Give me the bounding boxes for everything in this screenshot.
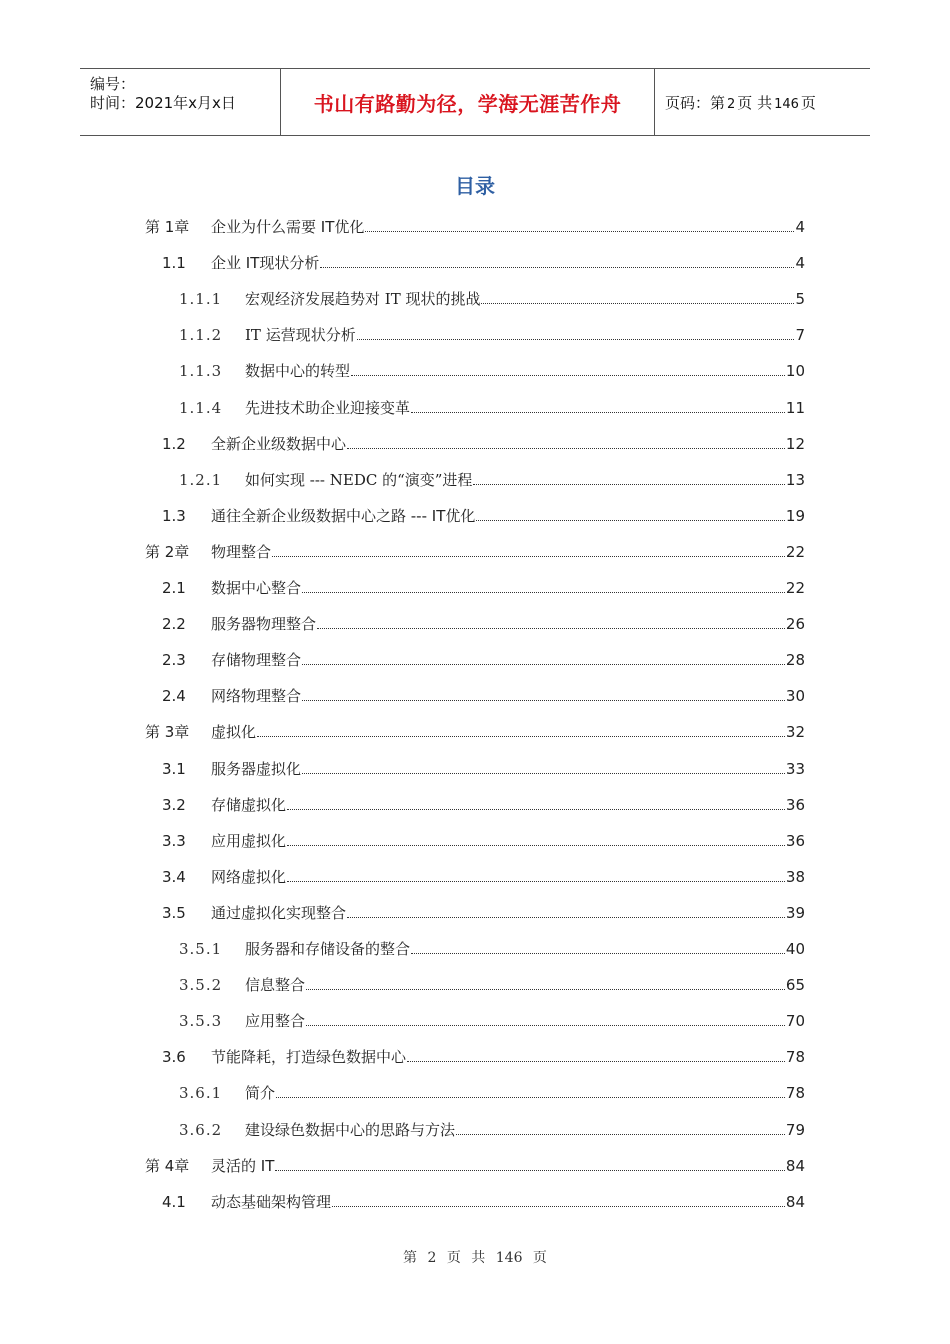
toc-entry-page: 30 xyxy=(785,687,805,706)
toc-entry-number: 2.1 xyxy=(162,579,186,597)
toc-entry-title: 简介 xyxy=(245,1084,276,1103)
toc-entry-page: 39 xyxy=(785,903,805,922)
toc-entry[interactable] xyxy=(162,613,805,637)
toc-entry-number: 2.2 xyxy=(162,615,186,634)
header-page-cell xyxy=(655,69,870,135)
toc-entry[interactable] xyxy=(162,902,805,926)
toc-entry-page: 32 xyxy=(785,723,805,742)
toc-entry[interactable] xyxy=(162,794,805,818)
toc-entry-number: 3.3 xyxy=(162,831,186,850)
toc-entry-title: 节能降耗，打造绿色数据中心 xyxy=(211,1048,407,1067)
toc-entry-number: 1.1.3 xyxy=(179,362,223,381)
toc-leader-dots xyxy=(306,1024,785,1026)
toc-entry-title: 通往全新企业级数据中心之路 --- IT优化 xyxy=(211,506,476,525)
toc-entry-title: 应用虚拟化 xyxy=(211,831,287,850)
toc-entry-number: 3.5.2 xyxy=(179,976,223,995)
toc-leader-dots xyxy=(287,844,785,846)
toc-title: 目录 xyxy=(455,174,495,198)
toc-entry-page: 11 xyxy=(785,398,805,417)
toc-entry-title: 网络虚拟化 xyxy=(211,867,287,886)
toc-entry-page: 40 xyxy=(785,940,805,958)
toc-leader-dots xyxy=(272,555,785,557)
toc-leader-dots xyxy=(320,266,794,268)
toc-entry-title: 服务器虚拟化 xyxy=(211,759,302,778)
toc-entry-number: 3.5 xyxy=(162,903,186,922)
toc-leader-dots xyxy=(317,627,785,629)
toc-entry[interactable] xyxy=(179,397,805,421)
toc-entry-page: 7 xyxy=(795,326,805,345)
toc-entry-page: 84 xyxy=(785,1156,805,1175)
toc-entry-title: 通过虚拟化实现整合 xyxy=(211,903,347,922)
toc-entry[interactable] xyxy=(162,433,805,457)
toc-leader-dots xyxy=(302,772,785,774)
toc-entry-page: 78 xyxy=(785,1048,805,1067)
page-prefix: 页码：第 xyxy=(665,93,726,112)
toc-leader-dots xyxy=(476,519,785,521)
toc-entry-title: IT 运营现状分析 xyxy=(245,326,356,345)
toc-entry-title: 虚拟化 xyxy=(211,723,257,742)
toc-entry[interactable] xyxy=(145,1155,805,1179)
page-suffix: 页 xyxy=(800,93,816,112)
toc-entry-title: 企业 IT现状分析 xyxy=(211,254,320,273)
toc-entry[interactable] xyxy=(162,685,805,709)
toc-entry-title: 网络物理整合 xyxy=(211,687,302,706)
toc-entry[interactable] xyxy=(162,577,805,601)
toc-entry-number: 3.6 xyxy=(162,1048,186,1067)
page-header xyxy=(80,68,870,136)
toc-entry-number: 3.2 xyxy=(162,795,186,814)
toc-leader-dots xyxy=(365,230,794,232)
toc-leader-dots xyxy=(302,699,785,701)
toc-leader-dots xyxy=(407,1060,785,1062)
toc-entry[interactable] xyxy=(162,649,805,673)
toc-entry-page: 79 xyxy=(785,1120,805,1139)
toc-leader-dots xyxy=(481,302,794,304)
toc-entry[interactable] xyxy=(145,721,805,745)
toc-entry-page: 19 xyxy=(785,506,805,525)
toc-entry-number: 1.1 xyxy=(162,254,186,273)
toc-leader-dots xyxy=(257,735,785,737)
toc-entry-number: 1.1.1 xyxy=(179,290,223,309)
toc-entry-number: 4.1 xyxy=(162,1192,186,1211)
toc-entry-page: 70 xyxy=(785,1012,805,1031)
toc-entry-number: 第 2章 xyxy=(145,542,190,561)
toc-leader-dots xyxy=(411,411,785,413)
toc-entry[interactable] xyxy=(179,288,805,312)
toc-entry-page: 36 xyxy=(785,831,805,850)
header-page-info xyxy=(665,92,816,113)
toc-entry-title: 建设绿色数据中心的思路与方法 xyxy=(245,1120,456,1139)
toc-leader-dots xyxy=(276,1096,785,1098)
toc-leader-dots xyxy=(357,338,795,340)
toc-entry-page: 12 xyxy=(785,434,805,453)
toc-entry[interactable] xyxy=(179,324,805,348)
toc-entry-title: 数据中心的转型 xyxy=(245,362,351,381)
toc-entry-number: 3.6.2 xyxy=(179,1120,223,1139)
document-time-label: 时间：2021年x月x日 xyxy=(90,94,236,112)
toc-entry-page: 10 xyxy=(785,362,805,381)
toc-entry-page: 33 xyxy=(785,759,805,778)
toc-entry-number: 1.3 xyxy=(162,506,186,525)
toc-leader-dots xyxy=(347,916,785,918)
toc-entry-page: 4 xyxy=(795,218,805,236)
toc-entry[interactable] xyxy=(179,938,805,962)
toc-leader-dots xyxy=(302,591,785,593)
toc-entry[interactable] xyxy=(145,216,805,240)
toc-entry-page: 36 xyxy=(785,795,805,814)
toc-entry-number: 第 1章 xyxy=(145,218,190,236)
toc-entry-title: 物理整合 xyxy=(211,542,272,561)
toc-entry-page: 26 xyxy=(785,615,805,634)
toc-entry-number: 2.4 xyxy=(162,687,186,706)
toc-leader-dots xyxy=(306,988,785,990)
toc-entry-number: 3.6.1 xyxy=(179,1084,223,1103)
toc-entry-number: 第 3章 xyxy=(145,723,190,742)
toc-entry[interactable] xyxy=(162,866,805,890)
toc-entry-title: 数据中心整合 xyxy=(211,579,302,597)
toc-entry[interactable] xyxy=(162,505,805,529)
toc-entry-page: 22 xyxy=(785,542,805,561)
toc-entry-page: 13 xyxy=(785,470,805,489)
toc-entry-page: 38 xyxy=(785,867,805,886)
toc-entry-title: 如何实现 --- NEDC 的“演变”进程 xyxy=(245,470,473,489)
toc-leader-dots xyxy=(275,1169,785,1171)
toc-entry[interactable] xyxy=(179,1010,805,1034)
toc-entry-number: 1.2.1 xyxy=(179,470,223,489)
toc-entry-title: 存储物理整合 xyxy=(211,651,302,670)
toc-leader-dots xyxy=(456,1133,785,1135)
toc-entry[interactable] xyxy=(179,974,805,998)
document-number-label: 编号： xyxy=(90,75,136,93)
toc-entry[interactable] xyxy=(162,1191,805,1215)
toc-entry-title: 宏观经济发展趋势对 IT 现状的挑战 xyxy=(245,290,481,309)
toc-entry-page: 84 xyxy=(785,1192,805,1211)
toc-entry-number: 3.5.1 xyxy=(179,940,223,958)
toc-entry-title: 全新企业级数据中心 xyxy=(211,434,347,453)
toc-entry-title: 灵活的 IT xyxy=(211,1156,275,1175)
toc-leader-dots xyxy=(302,663,785,665)
page-current: 2 xyxy=(727,96,736,112)
toc-leader-dots xyxy=(347,447,785,449)
toc-entry-number: 1.2 xyxy=(162,434,186,453)
toc-entry-page: 5 xyxy=(795,290,805,309)
toc-leader-dots xyxy=(287,880,785,882)
toc-entry-title: 服务器物理整合 xyxy=(211,615,317,634)
toc-entry-number: 3.5.3 xyxy=(179,1012,223,1031)
toc-entry-page: 4 xyxy=(795,254,805,273)
toc-entry-title: 服务器和存储设备的整合 xyxy=(245,940,411,958)
toc-entry-title: 先进技术助企业迎接变革 xyxy=(245,398,411,417)
toc-entry-number: 第 4章 xyxy=(145,1156,190,1175)
toc-entry[interactable] xyxy=(179,1119,805,1143)
toc-entry-title: 信息整合 xyxy=(245,976,306,995)
toc-entry[interactable] xyxy=(162,1046,805,1070)
toc-leader-dots xyxy=(411,952,785,954)
toc-entry[interactable] xyxy=(145,541,805,565)
toc-entry-number: 1.1.4 xyxy=(179,398,223,417)
page-footer: 第 2 页 共 146 页 xyxy=(403,1250,547,1266)
header-motto-cell xyxy=(281,69,655,135)
toc-entry-title: 企业为什么需要 IT优化 xyxy=(211,218,365,236)
toc-entry-page: 78 xyxy=(785,1084,805,1103)
toc-leader-dots xyxy=(473,483,784,485)
toc-entry-title: 应用整合 xyxy=(245,1012,306,1031)
toc-entry[interactable] xyxy=(179,1082,805,1106)
toc-leader-dots xyxy=(332,1205,785,1207)
toc-entry-page: 28 xyxy=(785,651,805,670)
toc-entry-number: 3.1 xyxy=(162,759,186,778)
toc-entry-page: 22 xyxy=(785,579,805,597)
page-total: 146 xyxy=(774,96,799,112)
toc-entry-page: 65 xyxy=(785,976,805,995)
toc-entry-number: 1.1.2 xyxy=(179,326,223,345)
toc-entry[interactable] xyxy=(162,830,805,854)
toc-entry[interactable] xyxy=(179,469,805,493)
toc-entry-number: 3.4 xyxy=(162,867,186,886)
header-meta-cell xyxy=(80,69,281,135)
header-motto: 书山有路勤为径，学海无涯苦作舟 xyxy=(313,91,622,116)
toc-entry-number: 2.3 xyxy=(162,651,186,670)
toc-entry-title: 存储虚拟化 xyxy=(211,795,287,814)
toc-entry-title: 动态基础架构管理 xyxy=(211,1192,332,1211)
toc-entry[interactable] xyxy=(162,758,805,782)
toc-entry[interactable] xyxy=(179,360,805,384)
toc-leader-dots xyxy=(287,808,785,810)
page-mid: 页 共 xyxy=(737,93,773,112)
toc-entry[interactable] xyxy=(162,252,805,276)
toc-leader-dots xyxy=(351,374,785,376)
